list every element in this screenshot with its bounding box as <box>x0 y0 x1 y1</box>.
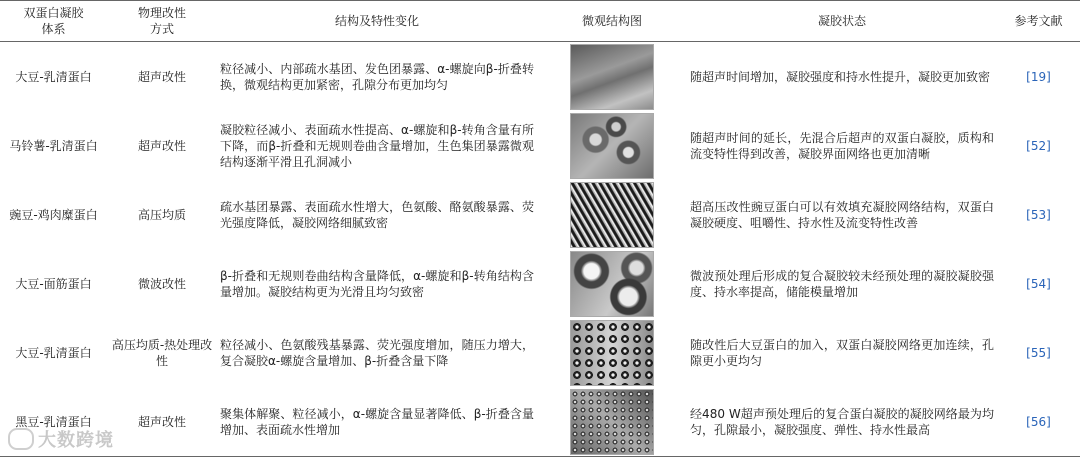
cell-state: 随超声时间的延长，先混合后超声的双蛋白凝胶，质构和流变特性得到改善，凝胶界面网络也更加清晰 <box>690 130 994 161</box>
reference-link[interactable]: [54] <box>1026 276 1051 291</box>
cell-state: 随超声时间增加，凝胶强度和持水性提升，凝胶更加致密 <box>690 69 991 84</box>
cell-state: 超高压改性豌豆蛋白可以有效填充凝胶网络结构，双蛋白凝胶硬度、咀嚼性、持水性及流变特性改善 <box>690 199 994 230</box>
reference-link[interactable]: [19] <box>1026 69 1051 84</box>
watermark-logo-icon <box>8 428 34 450</box>
cell-image <box>537 42 687 112</box>
cell-method: 超声改性 <box>107 387 217 457</box>
reference-link[interactable]: [52] <box>1026 138 1051 153</box>
cell-method: 高压均质-热处理改性 <box>111 337 213 368</box>
cell-ref <box>997 180 1080 249</box>
reference-link[interactable]: [56] <box>1026 414 1051 429</box>
cell-system: 马铃薯-乳清蛋白 <box>9 138 98 153</box>
reference-link[interactable]: [55] <box>1026 345 1051 360</box>
header-system: 双蛋白凝胶 体系 <box>0 1 107 42</box>
header-method: 物理改性 方式 <box>107 1 217 42</box>
cell-changes: β-折叠和无规则卷曲结构含量降低，α-螺旋和β-转角结构含量增加。凝胶结构更为光滑且均匀致密 <box>220 268 534 299</box>
table-row <box>0 249 1080 318</box>
cell-changes: 聚集体解聚、粒径减小，α-螺旋含量显著降低、β-折叠含量增加、表面疏水性增加 <box>217 387 537 457</box>
cell-changes: 凝胶粒径减小、表面疏水性提高、α-螺旋和β-转角含量有所下降，而β-折叠和无规则卷曲含量增加，生色集团暴露微观结构逐渐平滑且孔洞减小 <box>220 122 534 169</box>
microstructure-image <box>570 182 654 248</box>
header-changes: 结构及特性变化 <box>217 1 537 42</box>
watermark-text: 大数跨境 <box>38 430 114 451</box>
table-row <box>0 111 1080 180</box>
cell-system: 大豆-乳清蛋白 <box>15 345 92 360</box>
cell-state: 随改性后大豆蛋白的加入，双蛋白凝胶网络更加连续，孔隙更小更均匀 <box>690 337 994 368</box>
cell-image <box>537 387 687 457</box>
cell-image <box>537 249 687 318</box>
cell-method: 微波改性 <box>137 276 186 291</box>
table-row <box>0 387 1080 457</box>
cell-state: 微波预处理后形成的复合凝胶较未经预处理的凝胶凝胶强度、持水率提高，储能模量增加 <box>690 268 994 299</box>
cell-image <box>537 318 687 387</box>
cell-ref <box>997 249 1080 318</box>
cell-system: 大豆-面筋蛋白 <box>15 276 92 291</box>
table-row <box>0 42 1080 112</box>
header-image: 微观结构图 <box>537 1 687 42</box>
cell-method: 超声改性 <box>137 69 186 84</box>
microstructure-image <box>570 320 654 386</box>
cell-ref <box>997 42 1080 112</box>
cell-changes: 粒径减小、色氨酸残基暴露、荧光强度增加，随压力增大，复合凝胶α-螺旋含量增加、β-折叠含量下降 <box>220 337 534 368</box>
cell-system: 大豆-乳清蛋白 <box>15 69 92 84</box>
microstructure-image <box>570 44 654 110</box>
microstructure-image <box>570 389 654 455</box>
table-row <box>0 318 1080 387</box>
header-ref: 参考文献 <box>997 1 1080 42</box>
cell-ref <box>997 387 1080 457</box>
watermark <box>8 426 114 452</box>
cell-image <box>537 180 687 249</box>
table-row <box>0 180 1080 249</box>
cell-system: 豌豆-鸡肉糜蛋白 <box>9 207 98 222</box>
microstructure-image <box>570 251 654 317</box>
cell-method: 高压均质 <box>137 207 186 222</box>
cell-image <box>537 111 687 180</box>
cell-changes: 粒径减小、内部疏水基团、发色团暴露、α-螺旋向β-折叠转换，微观结构更加紧密，孔隙分布更加均匀 <box>220 61 534 92</box>
cell-method: 超声改性 <box>137 138 186 153</box>
cell-system: 黑豆-乳清蛋白 <box>0 387 107 457</box>
cell-ref <box>997 318 1080 387</box>
header-row <box>0 1 1080 42</box>
microstructure-image <box>570 113 654 179</box>
cell-ref <box>997 111 1080 180</box>
cell-state: 经480 W超声预处理后的复合蛋白凝胶的凝胶网络最为均匀，孔隙最小，凝胶强度、弹性、持水性最高 <box>687 387 997 457</box>
reference-link[interactable]: [53] <box>1026 207 1051 222</box>
cell-changes: 疏水基团暴露、表面疏水性增大，色氨酸、酪氨酸暴露、荧光强度降低，凝胶网络细腻致密 <box>220 199 534 230</box>
header-state: 凝胶状态 <box>687 1 997 42</box>
